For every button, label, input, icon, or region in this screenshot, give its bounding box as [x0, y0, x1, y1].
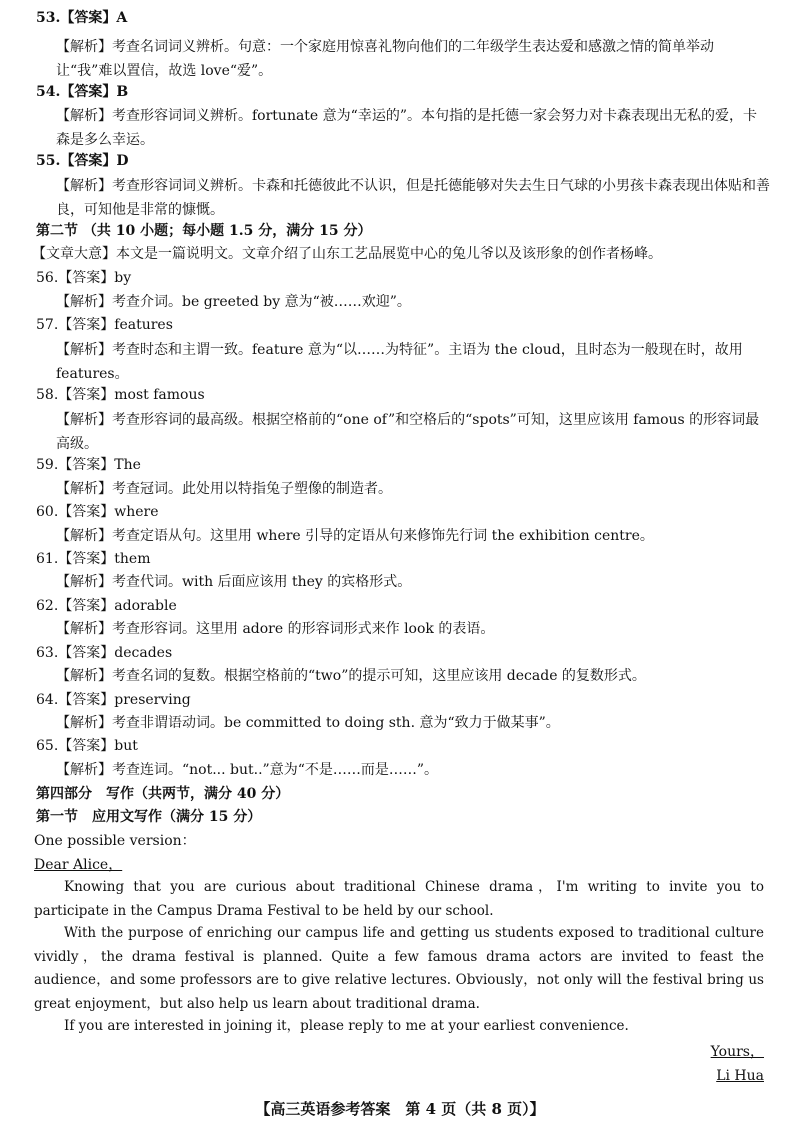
answer-64: 64.【答案】preserving [36, 692, 191, 708]
answer-57: 57.【答案】features [36, 317, 173, 333]
answer-60: 60.【答案】where [36, 504, 159, 520]
explanation-61: 【解析】考查代词。with 后面应该用 they 的宾格形式。 [56, 574, 412, 590]
explanation-54: 【解析】考查形容词词义辨析。fortunate 意为“幸运的”。本句指的是托德一家会努力对卡森表现出无私的爱，卡森是多么幸运。 [56, 108, 757, 148]
answer-56: 56.【答案】by [36, 270, 132, 286]
explanation-60: 【解析】考查定语从句。这里用 where 引导的定语从句来修饰先行词 the exhibition centre。 [56, 528, 654, 544]
answer-54: 54.【答案】B [36, 84, 129, 100]
page-footer: 【高三英语参考答案 第 4 页（共 8 页）】 [255, 1100, 545, 1118]
answer-59: 59.【答案】The [36, 457, 141, 473]
explanation-62: 【解析】考查形容词。这里用 adore 的形容词形式来作 look 的表语。 [56, 621, 495, 637]
explanation-63: 【解析】考查名词的复数。根据空格前的“two”的提示可知，这里应该用 decade 的复数形式。 [56, 668, 646, 684]
explanation-59: 【解析】考查冠词。此处用以特指兔子塑像的制造者。 [56, 481, 392, 497]
section-2-title: 第二节 （共 10 小题；每小题 1.5 分，满分 15 分） [36, 223, 372, 239]
explanation-53: 【解析】考查名词词义辨析。句意：一个家庭用惊喜礼物向他们的二年级学生表达爱和感激之情的简单举动让“我”难以置信，故选 love“爱”。 [56, 39, 714, 79]
essay-paragraph-3: If you are interested in joining it，please reply to me at your earliest convenience. [64, 1018, 629, 1034]
essay-signature: Li Hua [716, 1068, 764, 1084]
explanation-58: 【解析】考查形容词的最高级。根据空格前的“one of”和空格后的“spots”可知，这里应该用 famous 的形容词最高级。 [56, 412, 760, 452]
answer-65: 65.【答案】but [36, 738, 138, 754]
explanation-64: 【解析】考查非谓语动词。be committed to doing sth. 意为“致力于做某事”。 [56, 715, 560, 731]
article-summary: 【文章大意】本文是一篇说明文。文章介绍了山东工艺品展览中心的兔儿爷以及该形象的创作者杨峰。 [32, 246, 662, 262]
answer-61: 61.【答案】them [36, 551, 151, 567]
answer-63: 63.【答案】decades [36, 645, 173, 661]
answer-62: 62.【答案】adorable [36, 598, 177, 614]
essay-intro: One possible version： [34, 833, 196, 849]
essay-greeting: Dear Alice， [34, 857, 123, 873]
explanation-56: 【解析】考查介词。be greeted by 意为“被……欢迎”。 [56, 294, 411, 310]
explanation-65: 【解析】考查连词。“not... but..”意为“不是……而是……”。 [56, 762, 439, 778]
essay-paragraph-1: Knowing that you are curious about traditional Chinese drama，I'm writing to invite you to participate in the Campus Drama Festival to be held by our school. [34, 879, 764, 919]
answer-55: 55.【答案】D [36, 153, 129, 169]
part-4-title: 第四部分 写作（共两节，满分 40 分） [36, 786, 290, 802]
answer-58: 58.【答案】most famous [36, 387, 205, 403]
explanation-57: 【解析】考查时态和主谓一致。feature 意为“以……为特征”。主语为 the cloud，且时态为一般现在时，故用 features。 [56, 342, 743, 382]
essay-closing: Yours， [710, 1044, 764, 1060]
answer-53: 53.【答案】A [36, 10, 128, 26]
essay-paragraph-2: With the purpose of enriching our campus life and getting us students exposed to traditional culture vividly，the drama festival is planned. Quite a few famous drama actors are invited to feast the audience，and some professors are to give relative lectures. Obviously，not only will the festival bring us great enjoyment，but also help us learn about traditional drama. [34, 925, 764, 1012]
explanation-55: 【解析】考查形容词词义辨析。卡森和托德彼此不认识，但是托德能够对失去生日气球的小男孩卡森表现出体贴和善良，可知他是非常的慷慨。 [56, 178, 770, 218]
section-1-title: 第一节 应用文写作（满分 15 分） [36, 809, 262, 825]
